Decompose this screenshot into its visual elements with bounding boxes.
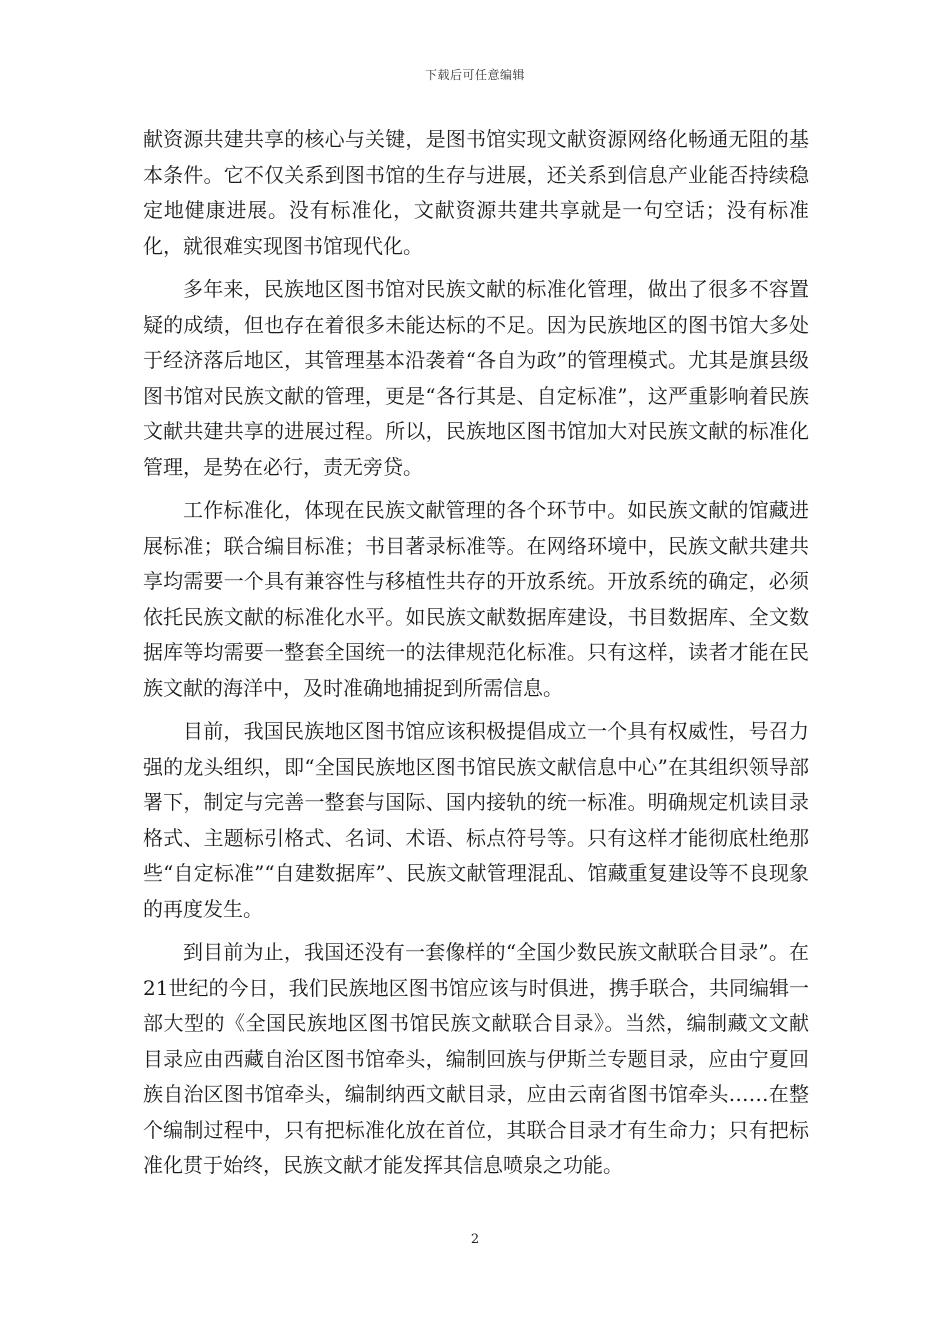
paragraph-work-standardization: 工作标准化，体现在民族文献管理的各个环节中。如民族文献的馆藏进展标准；联合编目标准；书目著录标准等。在网络环境中，民族文献共建共享均需要一个具有兼容性与移植性共存的开放系统。开放系统的确定，必须依托民族文献的标准化水平。如民族文献数据库建设，书目数据库、全文数据库等均需要一整套全国统一的法律规范化标准。只有这样，读者才能在民族文献的海洋中，及时准确地捕捉到所需信息。 bbox=[143, 498, 809, 700]
page-number: 2 bbox=[470, 1232, 480, 1247]
paragraph-standardization-achievements: 多年来，民族地区图书馆对民族文献的标准化管理，做出了很多不容置疑的成绩，但也存在着很多未能达标的不足。因为民族地区的图书馆大多处于经济落后地区，其管理基本沿袭着“各自为政”的管理模式。尤其是旗县级图书馆对民族文献的管理，更是“各行其是、自定标准”，这严重影响着民族文献共建共享的进展过程。所以，民族地区图书馆加大对民族文献的标准化管理，是势在必行，责无旁贷。 bbox=[143, 277, 809, 479]
document-body bbox=[143, 122, 809, 1192]
paragraph-leading-organization: 目前，我国民族地区图书馆应该积极提倡成立一个具有权威性，号召力强的龙头组织，即“全国民族地区图书馆民族文献信息中心”在其组织领导部署下，制定与完善一整套与国际、国内接轨的统一标准。明确规定机读目录格式、主题标引格式、名词、术语、标点符号等。只有这样才能彻底杜绝那些“自定标准”“自建数据库”、民族文献管理混乱、馆藏重复建设等不良现象的再度发生。 bbox=[143, 719, 809, 921]
paragraph-continued: 献资源共建共享的核心与关键，是图书馆实现文献资源网络化畅通无阻的基本条件。它不仅关系到图书馆的生存与进展，还关系到信息产业能否持续稳定地健康进展。没有标准化，文献资源共建共享就是一句空话；没有标准化，就很难实现图书馆现代化。 bbox=[143, 127, 809, 258]
page-header: 下载后可任意编辑 bbox=[424, 68, 525, 82]
paragraph-union-catalog: 到目前为止，我国还没有一套像样的“全国少数民族文献联合目录”。在21世纪的今日，我们民族地区图书馆应该与时俱进，携手联合，共同编辑一部大型的《全国民族地区图书馆民族文献联合目录》。当然，编制藏文文献目录应由西藏自治区图书馆牵头，编制回族与伊斯兰专题目录，应由宁夏回族自治区图书馆牵头，编制纳西文献目录，应由云南省图书馆牵头……在整个编制过程中，只有把标准化放在首位，其联合目录才有生命力；只有把标准化贯于始终，民族文献才能发挥其信息喷泉之功能。 bbox=[143, 940, 809, 1177]
